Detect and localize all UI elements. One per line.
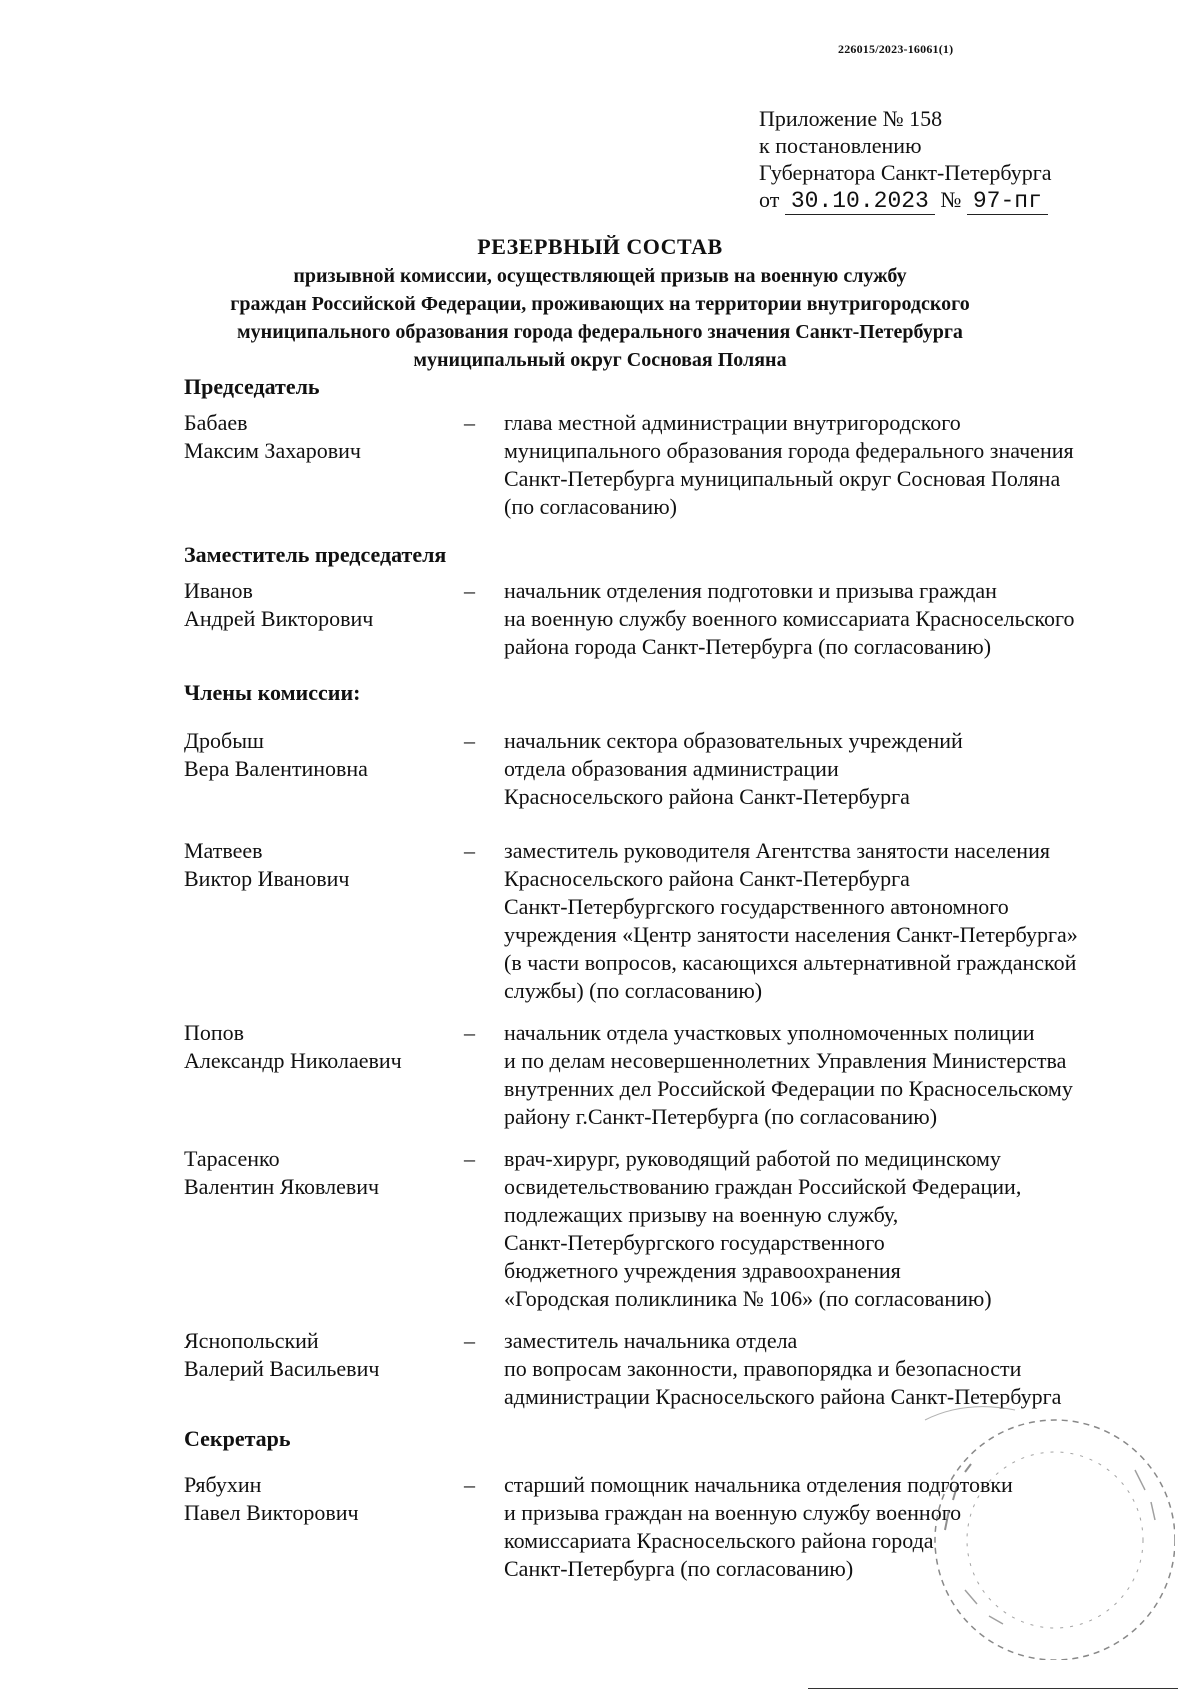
dash-separator: – bbox=[464, 410, 475, 435]
role-line: старший помощник начальника отделения подготовки bbox=[504, 1472, 1013, 1497]
role-line: району г.Санкт-Петербурга (по согласованию) bbox=[504, 1104, 938, 1129]
member-surname: Дробыш bbox=[184, 728, 264, 753]
role-line: Красносельского района Санкт-Петербурга bbox=[504, 784, 910, 809]
appendix-date-line bbox=[759, 186, 1052, 215]
member-given-names: Виктор Иванович bbox=[184, 866, 350, 891]
role-line: службы) (по согласованию) bbox=[504, 978, 763, 1003]
role-line: Санкт-Петербурга муниципальный округ Сосновая Поляна bbox=[504, 466, 1061, 491]
member-name bbox=[184, 727, 464, 811]
decree-number: 97-пг bbox=[967, 188, 1048, 215]
number-prefix: № bbox=[940, 187, 962, 212]
member-surname: Иванов bbox=[184, 578, 253, 603]
role-line: района города Санкт-Петербурга (по согласованию) bbox=[504, 634, 992, 659]
role-line: Санкт-Петербурга (по согласованию) bbox=[504, 1556, 854, 1581]
member-given-names: Андрей Викторович bbox=[184, 606, 374, 631]
member-given-names: Валерий Васильевич bbox=[184, 1356, 380, 1381]
role-line: начальник отдела участковых уполномоченных полиции bbox=[504, 1020, 1035, 1045]
role-line: отдела образования администрации bbox=[504, 756, 839, 781]
title-subtitle bbox=[130, 262, 1070, 374]
section-heading-chairman: Председатель bbox=[184, 374, 320, 399]
dash-separator: – bbox=[464, 1020, 475, 1045]
footer-rule bbox=[808, 1688, 1178, 1689]
role-line: и по делам несовершеннолетних Управления Министерства bbox=[504, 1048, 1067, 1073]
member-surname: Матвеев bbox=[184, 838, 263, 863]
title-sub-line: муниципальный округ Сосновая Поляна bbox=[413, 349, 787, 371]
role-line: учреждения «Центр занятости населения Санкт-Петербурга» bbox=[504, 922, 1078, 947]
member-name bbox=[184, 577, 464, 661]
member-name bbox=[184, 1019, 464, 1131]
member-surname: Попов bbox=[184, 1020, 245, 1045]
member-name bbox=[184, 1145, 464, 1313]
role-line: администрации Красносельского района Санкт-Петербурга bbox=[504, 1384, 1062, 1409]
role-line: комиссариата Красносельского района города bbox=[504, 1528, 934, 1553]
member-role bbox=[504, 837, 1144, 1005]
member-role bbox=[504, 727, 1144, 811]
section-heading-secretary: Секретарь bbox=[184, 1426, 291, 1451]
document-title bbox=[130, 234, 1070, 374]
member-row bbox=[184, 1019, 1144, 1131]
dash-separator: – bbox=[464, 578, 475, 603]
dash-separator: – bbox=[464, 1328, 475, 1353]
role-line: (в части вопросов, касающихся альтернативной гражданской bbox=[504, 950, 1077, 975]
dash-separator: – bbox=[464, 838, 475, 863]
role-line: «Городская поликлиника № 106» (по согласованию) bbox=[504, 1286, 992, 1311]
member-row bbox=[184, 409, 1144, 521]
member-given-names: Александр Николаевич bbox=[184, 1048, 402, 1073]
role-line: заместитель руководителя Агентства занятости населения bbox=[504, 838, 1050, 863]
document-registration-number: 226015/2023-16061(1) bbox=[838, 42, 954, 56]
dash-separator: – bbox=[464, 1472, 475, 1497]
role-line: Красносельского района Санкт-Петербурга bbox=[504, 866, 910, 891]
member-surname: Бабаев bbox=[184, 410, 248, 435]
role-line: муниципального образования города федерального значения bbox=[504, 438, 1074, 463]
member-surname: Яснопольский bbox=[184, 1328, 319, 1353]
decree-date: 30.10.2023 bbox=[785, 188, 935, 215]
role-line: врач-хирург, руководящий работой по медицинскому bbox=[504, 1146, 1001, 1171]
member-role bbox=[504, 1019, 1144, 1131]
role-line: начальник отделения подготовки и призыва граждан bbox=[504, 578, 997, 603]
title-sub-line: призывной комиссии, осуществляющей призыв на военную службу bbox=[293, 265, 907, 287]
section-heading-deputy: Заместитель председателя bbox=[184, 542, 447, 567]
member-role bbox=[504, 1145, 1144, 1313]
role-line: (по согласованию) bbox=[504, 494, 677, 519]
appendix-to-decree: к постановлению bbox=[759, 133, 922, 158]
member-role bbox=[504, 409, 1144, 521]
member-role bbox=[504, 577, 1144, 661]
dash-separator: – bbox=[464, 1146, 475, 1171]
title-sub-line: муниципального образования города федерального значения Санкт-Петербурга bbox=[237, 321, 963, 343]
member-row bbox=[184, 837, 1144, 1005]
role-line: освидетельствованию граждан Российской Федерации, bbox=[504, 1174, 1022, 1199]
role-line: внутренних дел Российской Федерации по Красносельскому bbox=[504, 1076, 1073, 1101]
member-name bbox=[184, 837, 464, 1005]
member-surname: Рябухин bbox=[184, 1472, 262, 1497]
member-given-names: Павел Викторович bbox=[184, 1500, 359, 1525]
member-given-names: Максим Захарович bbox=[184, 438, 361, 463]
title-main: РЕЗЕРВНЫЙ СОСТАВ bbox=[477, 234, 723, 259]
section-heading-members: Члены комиссии: bbox=[184, 680, 361, 705]
role-line: глава местной администрации внутригородского bbox=[504, 410, 961, 435]
role-line: начальник сектора образовательных учреждений bbox=[504, 728, 963, 753]
appendix-header bbox=[759, 105, 1052, 215]
appendix-governor: Губернатора Санкт-Петербурга bbox=[759, 160, 1052, 185]
member-row bbox=[184, 1145, 1144, 1313]
title-sub-line: граждан Российской Федерации, проживающих на территории внутригородского bbox=[230, 293, 970, 315]
role-line: подлежащих призыву на военную службу, bbox=[504, 1202, 899, 1227]
member-given-names: Валентин Яковлевич bbox=[184, 1174, 380, 1199]
appendix-number: Приложение № 158 bbox=[759, 106, 943, 131]
role-line: по вопросам законности, правопорядка и безопасности bbox=[504, 1356, 1022, 1381]
round-seal-icon bbox=[905, 1390, 1175, 1660]
member-name bbox=[184, 1327, 464, 1411]
member-surname: Тарасенко bbox=[184, 1146, 280, 1171]
role-line: Санкт-Петербургского государственного bbox=[504, 1230, 885, 1255]
date-prefix: от bbox=[759, 187, 780, 212]
member-name bbox=[184, 1471, 464, 1583]
member-name bbox=[184, 409, 464, 521]
role-line: и призыва граждан на военную службу военного bbox=[504, 1500, 962, 1525]
dash-separator: – bbox=[464, 728, 475, 753]
role-line: бюджетного учреждения здравоохранения bbox=[504, 1258, 901, 1283]
role-line: на военную службу военного комиссариата Красносельского bbox=[504, 606, 1075, 631]
role-line: заместитель начальника отдела bbox=[504, 1328, 798, 1353]
member-given-names: Вера Валентиновна bbox=[184, 756, 368, 781]
member-row bbox=[184, 577, 1144, 661]
member-row bbox=[184, 727, 1144, 811]
role-line: Санкт-Петербургского государственного автономного bbox=[504, 894, 1009, 919]
